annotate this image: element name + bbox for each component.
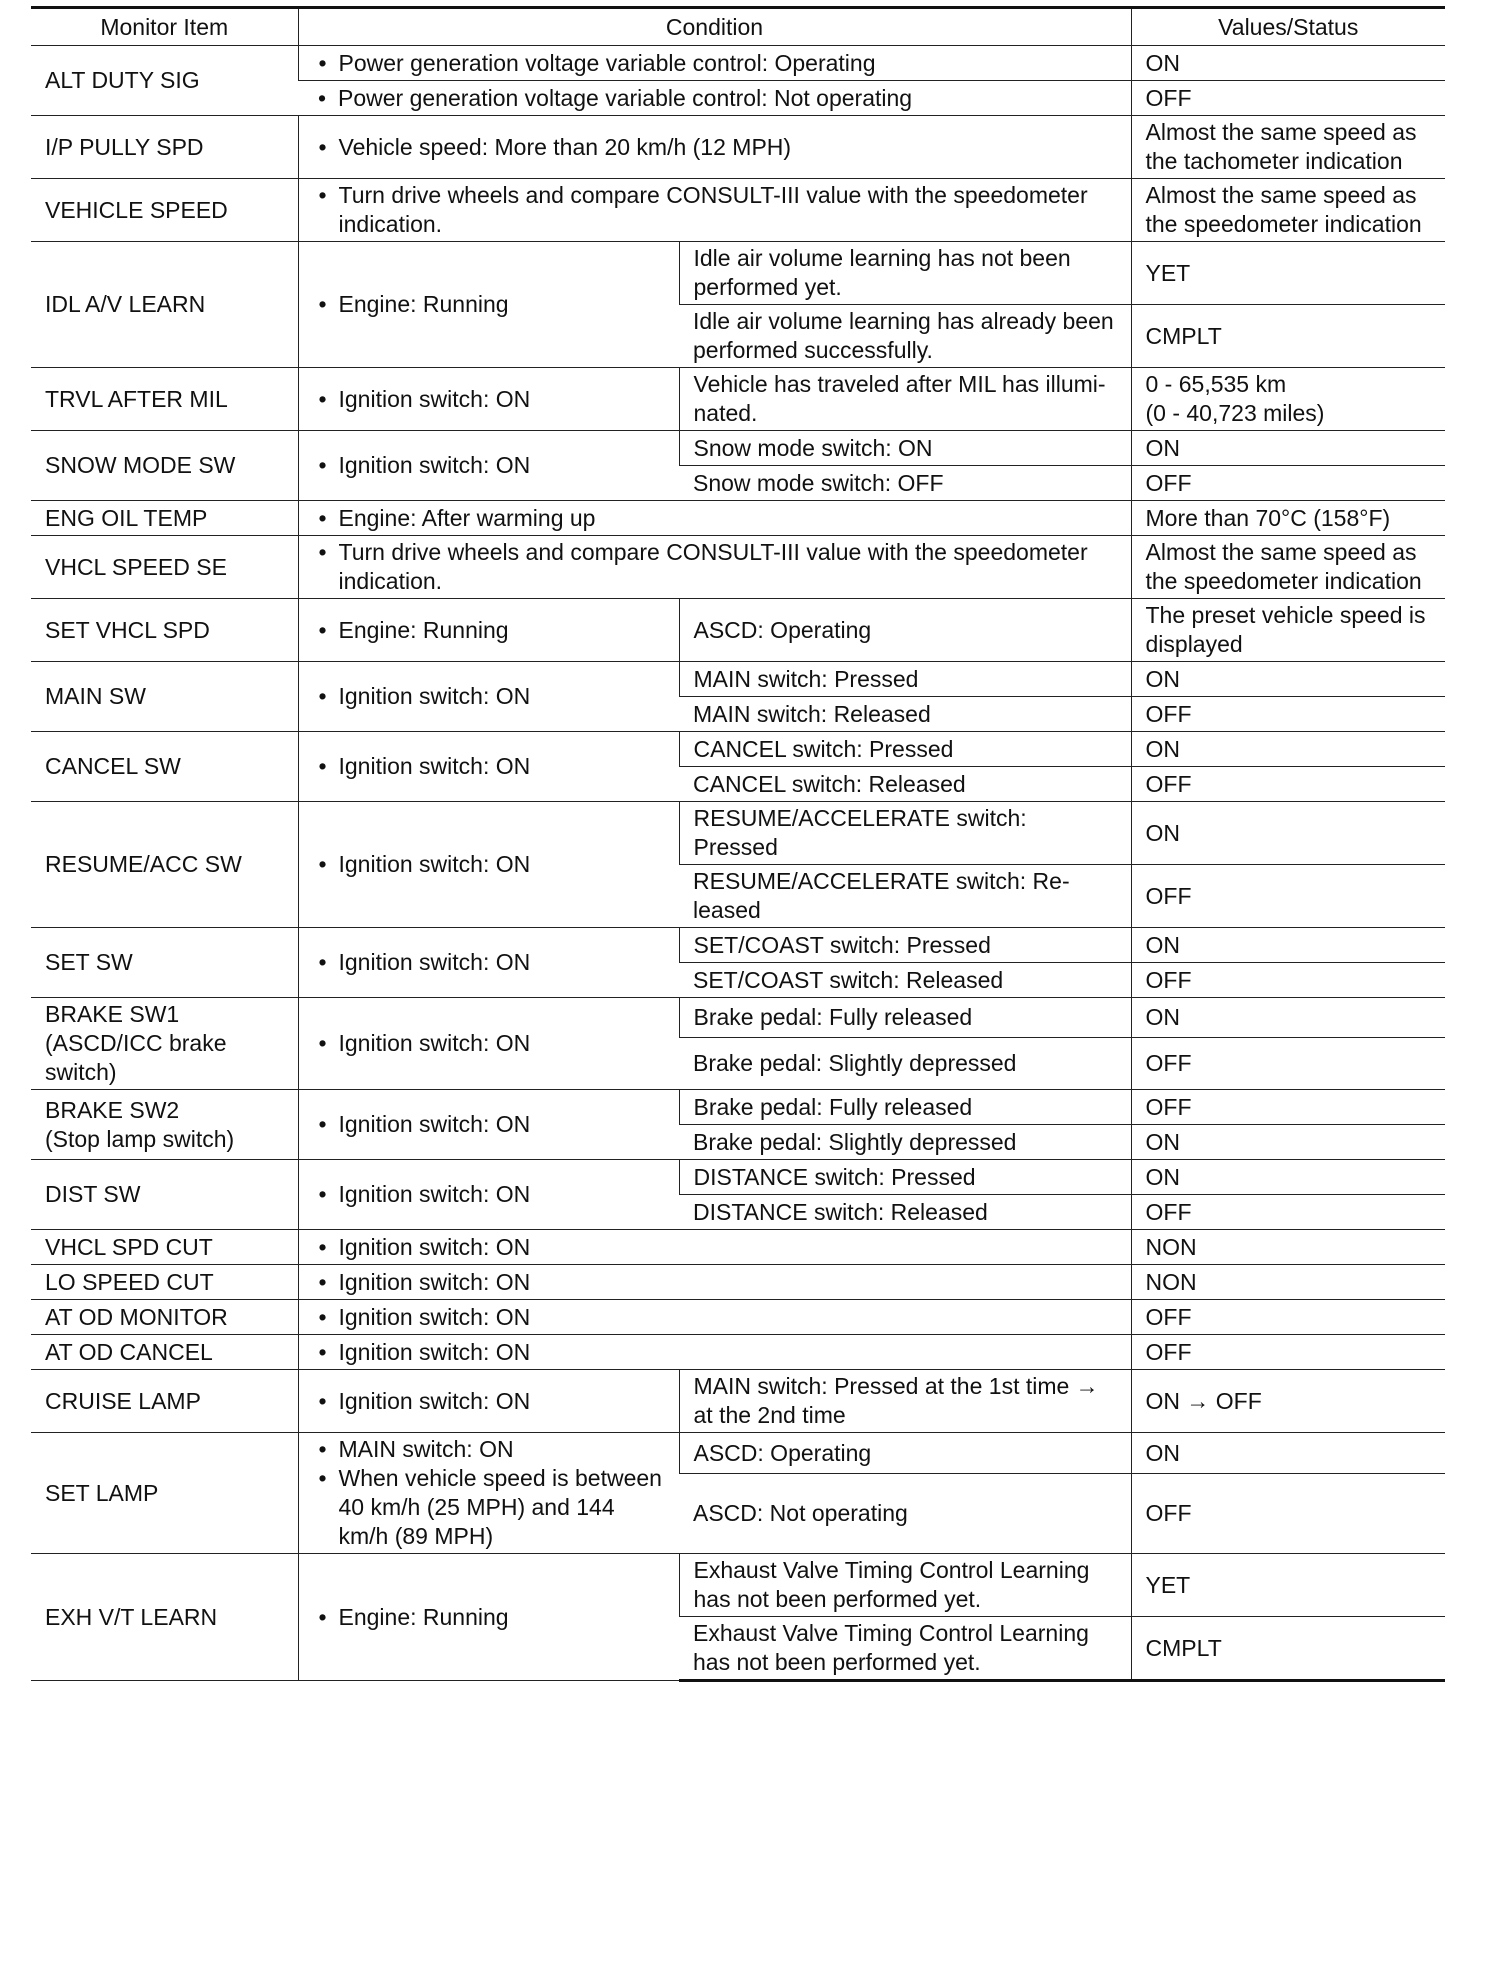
table-row	[31, 1160, 1445, 1195]
condition-bullet: • MAIN switch: ON	[339, 1435, 665, 1464]
condition-cell: • Power generation voltage variable control: Operating	[298, 46, 1131, 81]
monitor-item-table	[31, 6, 1445, 1682]
monitor-item-name: MAIN SW	[31, 662, 298, 732]
condition-cell: • Engine: Running	[298, 599, 679, 662]
condition-cell: • Ignition switch: ON	[298, 1160, 679, 1230]
sub-condition-cell: RESUME/ACCELERATE switch: Released	[679, 865, 1131, 928]
item-line: (ASCD/ICC brake switch)	[45, 1030, 227, 1085]
table-row	[31, 1335, 1445, 1370]
value-cell: ON	[1131, 1433, 1445, 1474]
value-cell: More than 70°C (158°F)	[1131, 501, 1445, 536]
monitor-item-name: I/P PULLY SPD	[31, 116, 298, 179]
table-row	[31, 368, 1445, 431]
condition-cell: • Engine: Running	[298, 242, 679, 368]
table-header-row	[31, 8, 1445, 46]
value-cell: ON	[1131, 928, 1445, 963]
value-cell: ON → OFF	[1131, 1370, 1445, 1433]
table-row	[31, 1370, 1445, 1433]
value-cell: CMPLT	[1131, 1617, 1445, 1681]
sub-condition-cell: RESUME/ACCELERATE switch: Pressed	[679, 802, 1131, 865]
monitor-item-name: AT OD CANCEL	[31, 1335, 298, 1370]
condition-cell: • Ignition switch: ON	[298, 368, 679, 431]
condition-cell: • Power generation voltage variable control: Not operating	[298, 81, 1131, 116]
condition-cell	[298, 1433, 679, 1554]
monitor-item-name: LO SPEED CUT	[31, 1265, 298, 1300]
monitor-item-name	[31, 1090, 298, 1160]
monitor-item-name: ALT DUTY SIG	[31, 46, 298, 116]
table-row	[31, 1554, 1445, 1617]
monitor-item-name: EXH V/T LEARN	[31, 1554, 298, 1681]
monitor-item-name: SET SW	[31, 928, 298, 998]
table-row	[31, 1090, 1445, 1125]
value-cell: ON	[1131, 998, 1445, 1038]
condition-cell: • Engine: Running	[298, 1554, 679, 1681]
sub-condition-cell: Snow mode switch: ON	[679, 431, 1131, 466]
value-line: 0 - 65,535 km	[1145, 371, 1287, 397]
value-cell: ON	[1131, 802, 1445, 865]
header-monitor-item: Monitor Item	[31, 8, 298, 46]
condition-cell: • Ignition switch: ON	[298, 431, 679, 501]
table-row	[31, 1230, 1445, 1265]
sub-condition-cell: Brake pedal: Fully released	[679, 1090, 1131, 1125]
value-cell: CMPLT	[1131, 305, 1445, 368]
sub-condition-cell: ASCD: Operating	[679, 599, 1131, 662]
sub-condition-cell: MAIN switch: Pressed	[679, 662, 1131, 697]
table-row	[31, 179, 1445, 242]
value-cell: The preset vehicle speed is displayed	[1131, 599, 1445, 662]
sub-condition-cell: CANCEL switch: Pressed	[679, 732, 1131, 767]
sub-condition-cell: MAIN switch: Pressed at the 1st time → at the 2nd time	[679, 1370, 1131, 1433]
header-values-status: Values/Status	[1131, 8, 1445, 46]
monitor-item-name: ENG OIL TEMP	[31, 501, 298, 536]
sub-condition-cell: ASCD: Operating	[679, 1433, 1131, 1474]
sub-condition-cell: DISTANCE switch: Released	[679, 1195, 1131, 1230]
header-condition: Condition	[298, 8, 1131, 46]
monitor-item-name: DIST SW	[31, 1160, 298, 1230]
monitor-item-name: SNOW MODE SW	[31, 431, 298, 501]
monitor-item-name: IDL A/V LEARN	[31, 242, 298, 368]
sub-condition-cell: Idle air volume learning has not been performed yet.	[679, 242, 1131, 305]
value-cell: NON	[1131, 1265, 1445, 1300]
value-cell: OFF	[1131, 1300, 1445, 1335]
item-line: (Stop lamp switch)	[45, 1125, 235, 1152]
monitor-table-container	[31, 6, 1445, 1682]
sub-condition-cell: SET/COAST switch: Released	[679, 963, 1131, 998]
condition-cell: • Engine: After warming up	[298, 501, 1131, 536]
value-cell: ON	[1131, 431, 1445, 466]
value-cell: OFF	[1131, 1090, 1445, 1125]
value-cell: NON	[1131, 1230, 1445, 1265]
condition-bullet: • When vehicle speed is between 40 km/h (25 MPH) and 144 km/h (89 MPH)	[339, 1464, 665, 1551]
value-cell: YET	[1131, 1554, 1445, 1617]
value-cell: ON	[1131, 46, 1445, 81]
table-row	[31, 802, 1445, 865]
table-row	[31, 1433, 1445, 1474]
value-cell: OFF	[1131, 81, 1445, 116]
table-row	[31, 1265, 1445, 1300]
value-cell: OFF	[1131, 1335, 1445, 1370]
value-cell: OFF	[1131, 1037, 1445, 1089]
condition-cell: • Ignition switch: ON	[298, 1370, 679, 1433]
monitor-item-name: CANCEL SW	[31, 732, 298, 802]
monitor-item-name	[31, 998, 298, 1090]
sub-condition-cell: Vehicle has traveled after MIL has illuminated.	[679, 368, 1131, 431]
monitor-item-name: CRUISE LAMP	[31, 1370, 298, 1433]
sub-condition-cell: CANCEL switch: Released	[679, 767, 1131, 802]
value-cell: OFF	[1131, 466, 1445, 501]
value-cell	[1131, 368, 1445, 431]
condition-cell: • Vehicle speed: More than 20 km/h (12 MPH)	[298, 116, 1131, 179]
value-cell: Almost the same speed as the speedometer indication	[1131, 536, 1445, 599]
monitor-item-name: VHCL SPEED SE	[31, 536, 298, 599]
sub-condition-cell: Brake pedal: Slightly depressed	[679, 1125, 1131, 1160]
table-row	[31, 431, 1445, 466]
value-line: (0 - 40,723 miles)	[1145, 400, 1325, 426]
value-cell: OFF	[1131, 767, 1445, 802]
table-row	[31, 116, 1445, 179]
value-cell: Almost the same speed as the speedometer indication	[1131, 179, 1445, 242]
sub-condition-cell: Exhaust Valve Timing Control Learning has not been performed yet.	[679, 1554, 1131, 1617]
monitor-item-name: SET VHCL SPD	[31, 599, 298, 662]
item-line: BRAKE SW2	[45, 1096, 180, 1123]
condition-cell: • Ignition switch: ON	[298, 1300, 1131, 1335]
value-cell: OFF	[1131, 1195, 1445, 1230]
item-line: BRAKE SW1	[45, 1001, 180, 1027]
table-row	[31, 242, 1445, 305]
value-cell: ON	[1131, 1160, 1445, 1195]
value-cell: Almost the same speed as the tachometer indication	[1131, 116, 1445, 179]
value-cell: ON	[1131, 662, 1445, 697]
condition-cell: • Ignition switch: ON	[298, 1335, 1131, 1370]
value-cell: ON	[1131, 732, 1445, 767]
monitor-item-name: AT OD MONITOR	[31, 1300, 298, 1335]
table-row	[31, 998, 1445, 1038]
monitor-item-name: TRVL AFTER MIL	[31, 368, 298, 431]
sub-condition-cell: Idle air volume learning has already been performed successfully.	[679, 305, 1131, 368]
condition-cell: • Ignition switch: ON	[298, 1230, 1131, 1265]
sub-condition-cell: Exhaust Valve Timing Control Learning has not been performed yet.	[679, 1617, 1131, 1681]
condition-cell: • Turn drive wheels and compare CONSULT-III value with the speedometer indication.	[298, 179, 1131, 242]
condition-cell: • Ignition switch: ON	[298, 732, 679, 802]
value-cell: OFF	[1131, 963, 1445, 998]
monitor-item-name: RESUME/ACC SW	[31, 802, 298, 928]
table-row	[31, 46, 1445, 81]
table-row	[31, 599, 1445, 662]
monitor-item-name: VHCL SPD CUT	[31, 1230, 298, 1265]
condition-cell: • Ignition switch: ON	[298, 802, 679, 928]
sub-condition-cell: Snow mode switch: OFF	[679, 466, 1131, 501]
table-row	[31, 1300, 1445, 1335]
table-row	[31, 662, 1445, 697]
sub-condition-cell: DISTANCE switch: Pressed	[679, 1160, 1131, 1195]
condition-cell: • Ignition switch: ON	[298, 928, 679, 998]
value-cell: OFF	[1131, 865, 1445, 928]
value-cell: OFF	[1131, 697, 1445, 732]
condition-cell: • Ignition switch: ON	[298, 998, 679, 1090]
monitor-item-name: SET LAMP	[31, 1433, 298, 1554]
value-cell: ON	[1131, 1125, 1445, 1160]
sub-condition-cell: Brake pedal: Slightly depressed	[679, 1037, 1131, 1089]
table-row	[31, 536, 1445, 599]
condition-cell: • Turn drive wheels and compare CONSULT-III value with the speedometer indication.	[298, 536, 1131, 599]
sub-condition-cell: ASCD: Not operating	[679, 1474, 1131, 1554]
condition-cell: • Ignition switch: ON	[298, 1090, 679, 1160]
table-row	[31, 928, 1445, 963]
table-row	[31, 732, 1445, 767]
sub-condition-cell: Brake pedal: Fully released	[679, 998, 1131, 1038]
table-row	[31, 501, 1445, 536]
condition-cell: • Ignition switch: ON	[298, 662, 679, 732]
sub-condition-cell: MAIN switch: Released	[679, 697, 1131, 732]
monitor-item-name: VEHICLE SPEED	[31, 179, 298, 242]
sub-condition-cell: SET/COAST switch: Pressed	[679, 928, 1131, 963]
value-cell: OFF	[1131, 1474, 1445, 1554]
value-cell: YET	[1131, 242, 1445, 305]
condition-cell: • Ignition switch: ON	[298, 1265, 1131, 1300]
